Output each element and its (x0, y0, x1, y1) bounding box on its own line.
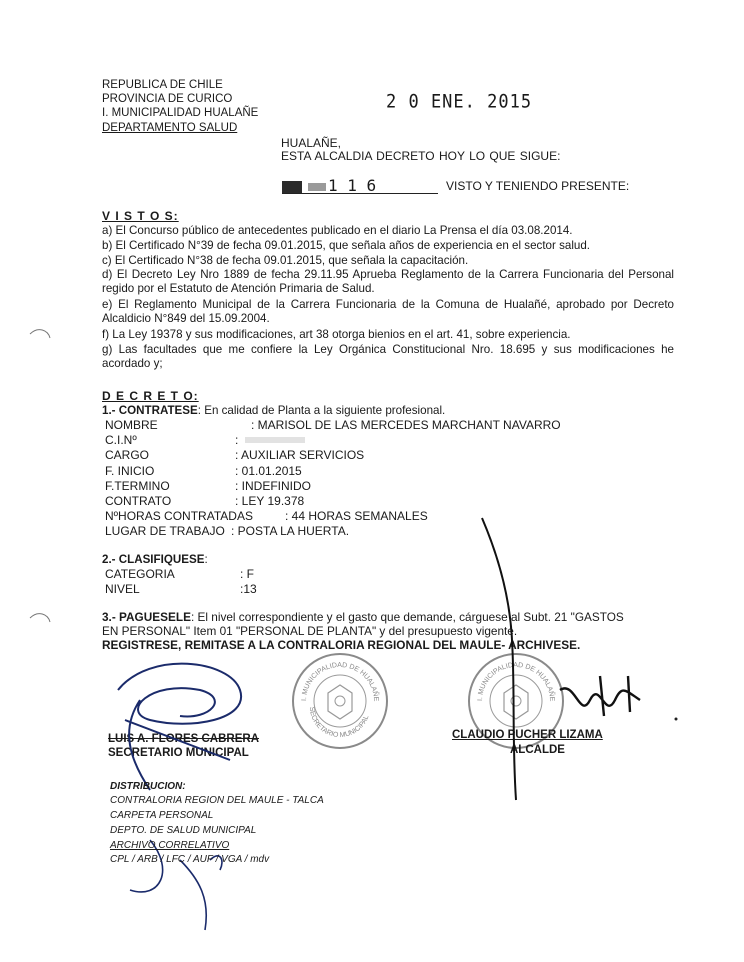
visto-heading: VISTO Y TENIENDO PRESENTE: (446, 179, 630, 193)
section-2-label: 2.- CLASIFIQUESE (102, 553, 205, 566)
seal-left-bottom-text: SECRETARIO MUNICIPAL (307, 706, 371, 740)
visto-item-g: g) Las facultades que me confiere la Ley Orgánica Constitucional Nro. 18.695 y sus modificaciones he acordado y; (102, 343, 674, 370)
section-1-text: : En calidad de Planta a la siguiente profesional. (197, 404, 446, 417)
field-key: CONTRATO (105, 493, 172, 508)
field-key: NºHORAS CONTRATADAS (105, 509, 253, 524)
field-value: : 01.01.2015 (235, 463, 302, 478)
visto-item-a: a) El Concurso público de antecedentes publicado en el diario La Prensa el día 03.08.2014. (102, 224, 573, 237)
field-value: : (235, 433, 239, 448)
field-value: : MARISOL DE LAS MERCEDES MARCHANT NAVARRO (251, 418, 561, 432)
place: HUALAÑE, (281, 136, 342, 150)
seal-left-top-text: I. MUNICIPALIDAD DE HUALAÑE (300, 661, 380, 702)
distribution-title: DISTRIBUCION: (110, 781, 186, 792)
vistos-title: V I S T O S: (102, 209, 179, 223)
field-key: F. INICIO (105, 463, 155, 478)
nivel-key: NIVEL (105, 582, 140, 596)
header-department: DEPARTAMENTO SALUD (102, 122, 238, 134)
field-key: CARGO (105, 448, 150, 463)
visto-item-c: c) El Certificado N°38 de fecha 09.01.2015, que señala la capacitación. (102, 254, 469, 267)
header-province: PROVINCIA DE CURICO (102, 93, 233, 105)
header-municipality: I. MUNICIPALIDAD HUALAÑE (102, 107, 259, 119)
field-key: C.I.Nº (105, 433, 137, 448)
decreto-title: D E C R E T O: (102, 389, 199, 403)
mayor-long-stroke (482, 518, 516, 800)
seal-right-top-text: I. MUNICIPALIDAD DE HUALAÑE (476, 661, 556, 702)
field-key: LUGAR DE TRABAJO (105, 524, 225, 539)
margin-mark-bottom (30, 614, 50, 622)
registrese-line: REGISTRESE, REMITASE A LA CONTRALORIA REGIONAL DEL MAULE- ARCHIVESE. (102, 638, 581, 652)
distribution-initials-text: CPL / ARB / LFC / AUF / VGA / mdv (110, 854, 270, 865)
decree-line: ESTA ALCALDIA DECRETO HOY LO QUE SIGUE: (281, 149, 561, 163)
distribution-line: CARPETA PERSONAL (110, 810, 214, 821)
mayor-signature (560, 676, 640, 716)
section-3-line2: EN PERSONAL" Item 01 "PERSONAL DE PLANTA" y del presupuesto vigente. (102, 624, 518, 638)
secretary-title: SECRETARIO MUNICIPAL (108, 747, 249, 759)
categoria-value: : F (240, 567, 254, 581)
field-value: : AUXILIAR SERVICIOS (235, 448, 365, 463)
visto-item-e: e) El Reglamento Municipal de la Carrera Funcionaria de la Comuna de Hualañé, aprobado por Decreto Alcaldicio N°849 del 15.09.2004. (102, 298, 674, 325)
stray-dot (675, 718, 678, 721)
date-stamp: 2 0 ENE. 2015 (386, 91, 533, 113)
field-value: : INDEFINIDO (235, 478, 312, 493)
field-key: F.TERMINO (105, 478, 170, 493)
distribution-line: CONTRALORIA REGION DEL MAULE - TALCA (110, 795, 324, 806)
nivel-value: :13 (240, 582, 257, 596)
visto-item-b: b) El Certificado N°39 de fecha 09.01.2015, que señala años de experiencia en el sector salud. (102, 239, 591, 252)
decree-number: 1 1 6 (328, 176, 377, 195)
field-value: : LEY 19.378 (235, 493, 305, 508)
visto-item-f: f) La Ley 19378 y sus modificaciones, art 38 otorga bienios en el art. 41, sobre experiencia. (102, 328, 571, 341)
mayor-title: ALCALDE (510, 744, 565, 756)
header-republic: REPUBLICA DE CHILE (102, 79, 223, 91)
section-1-label: 1.- CONTRATESE (102, 404, 198, 417)
section-2-colon: : (204, 553, 208, 566)
section-3-label: 3.- PAGUESELE (102, 610, 191, 624)
field-key: NOMBRE (105, 418, 158, 432)
distribution-line: ARCHIVO CORRELATIVO (110, 840, 230, 851)
mayor-name: CLAUDIO PUCHER LIZAMA (452, 729, 603, 741)
secretary-name: LUIS A. FLORES CABRERA (108, 733, 259, 745)
categoria-key: CATEGORIA (105, 567, 175, 581)
distribution-line: DEPTO. DE SALUD MUNICIPAL (110, 825, 257, 836)
section-3-text1: : El nivel correspondiente y el gasto que demande, cárguese al Subt. 21 "GASTOS (190, 610, 624, 624)
field-value: : 44 HORAS SEMANALES (285, 509, 428, 524)
margin-mark-top (30, 330, 50, 338)
secretary-signature (118, 664, 241, 790)
visto-item-d: d) El Decreto Ley Nro 1889 de fecha 29.11.95 Aprueba Reglamento de la Carrera Funcionaria del Personal regido por el Estatuto de Atención Primaria de Salud. (102, 268, 674, 295)
field-value: : POSTA LA HUERTA. (231, 524, 350, 539)
